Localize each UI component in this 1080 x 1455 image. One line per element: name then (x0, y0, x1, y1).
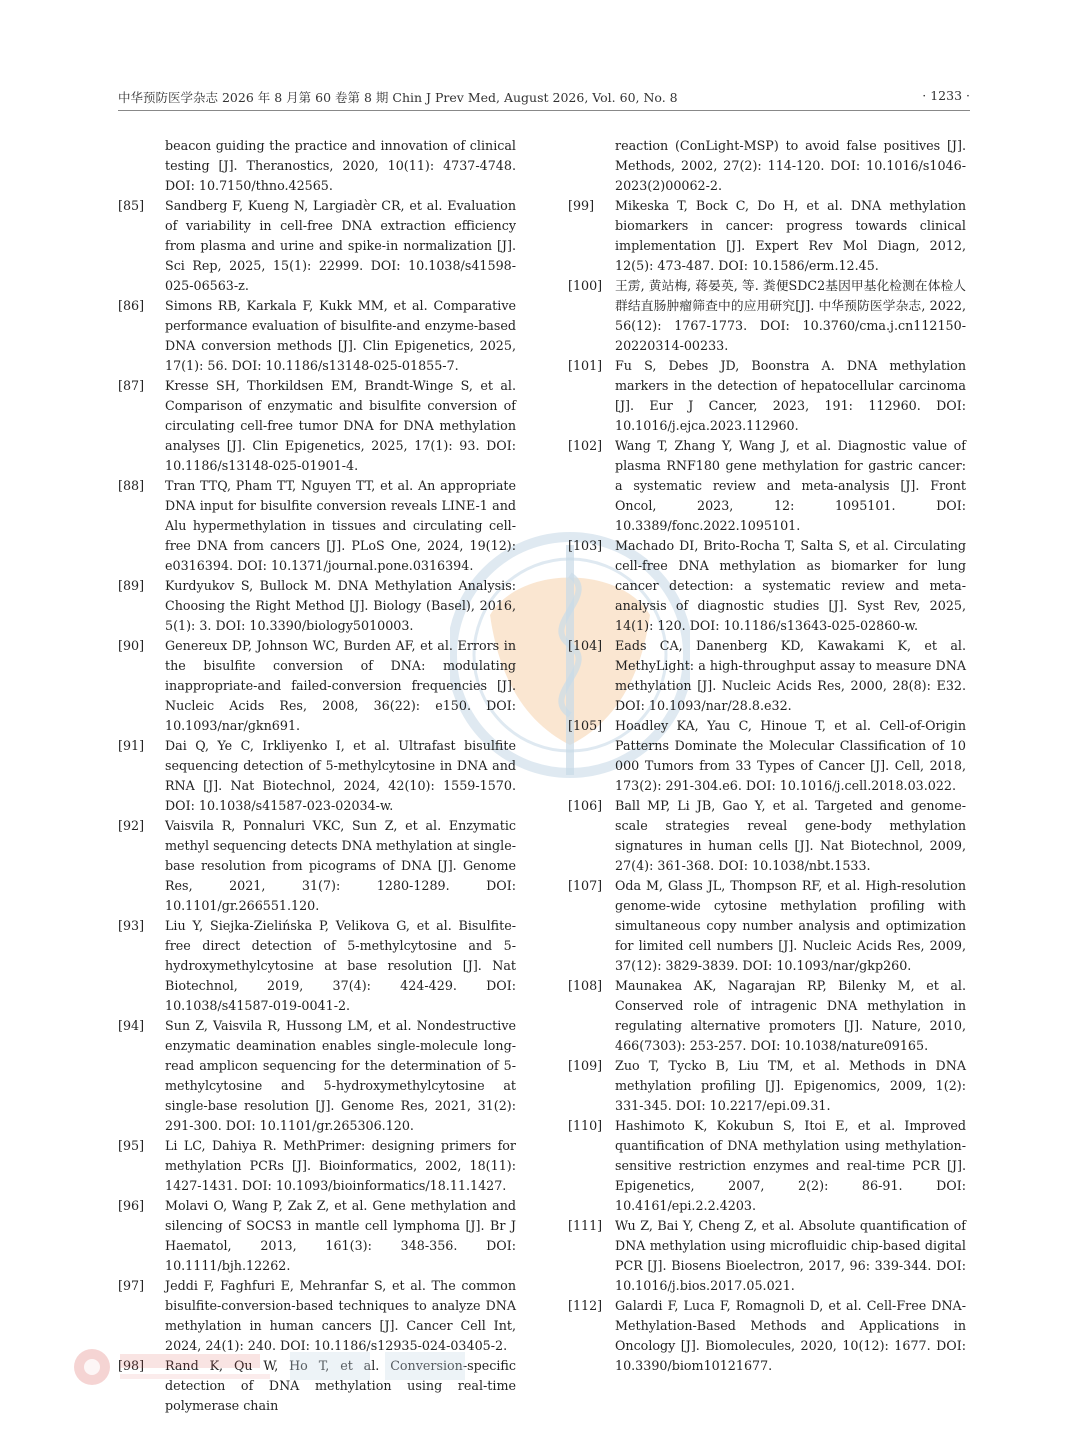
reference-text: Genereux DP, Johnson WC, Burden AF, et al. Errors in the bisulfite conversion of DNA: modulating inappropriate-and failed-conversion frequencies [J]. Nucleic Acids Res, 2008, 36(22): e150. DOI: 10.1093/nar/gkn691. (165, 638, 516, 733)
reference-number: [111] (568, 1218, 603, 1233)
reference-item (118, 296, 516, 376)
reference-item (118, 1276, 516, 1356)
reference-text: Machado DI, Brito-Rocha T, Salta S, et al. Circulating cell-free DNA methylation as biomarker for lung cancer detection: a systematic review and meta-analysis of diagnostic studies [J]. Syst Rev, 2025, 14(1): 120. DOI: 10.1186/s13643-025-02860-w. (615, 538, 966, 633)
reference-text: Sandberg F, Kueng N, Largiadèr CR, et al. Evaluation of variability in cell-free DNA extraction efficiency from plasma and urine and spike-in normalization [J]. Sci Rep, 2025, 15(1): 22999. DOI: 10.1038/s41598-025-06563-z. (165, 198, 516, 293)
reference-text: Dai Q, Ye C, Irkliyenko I, et al. Ultrafast bisulfite sequencing detection of 5-methylcytosine in DNA and RNA [J]. Nat Biotechnol, 2024, 42(10): 1559-1570. DOI: 10.1038/s41587-023-02034-w. (165, 738, 516, 813)
reference-number: [106] (568, 798, 603, 813)
reference-number: [87] (118, 378, 145, 393)
reference-continuation: beacon guiding the practice and innovation of clinical testing [J]. Theranostics, 2020, 10(11): 4737-4748. DOI: 10.7150/thno.42565. (165, 138, 516, 193)
reference-item (118, 476, 516, 576)
reference-text: 王雳, 黄站梅, 蒋晏英, 等. 粪便SDC2基因甲基化检测在体检人群结直肠肿瘤筛查中的应用研究[J]. 中华预防医学杂志, 2022, 56(12): 1767-1773. DOI: 10.3760/cma.j.cn112150-20220314-00233. (615, 278, 966, 353)
reference-number: [112] (568, 1298, 603, 1313)
reference-number: [96] (118, 1198, 145, 1213)
reference-number: [91] (118, 738, 145, 753)
reference-text: Wu Z, Bai Y, Cheng Z, et al. Absolute quantification of DNA methylation using microfluidic chip-based digital PCR [J]. Biosens Bioelectron, 2017, 96: 339-344. DOI: 10.1016/j.bios.2017.05.021. (615, 1218, 966, 1293)
reference-number: [109] (568, 1058, 603, 1073)
reference-text: Liu Y, Siejka-Zielińska P, Velikova G, et al. Bisulfite-free direct detection of 5-methylcytosine and 5-hydroxymethylcytosine at base resolution [J]. Nat Biotechnol, 2019, 37(4): 424-429. DOI: 10.1038/s41587-019-0041-2. (165, 918, 516, 1013)
reference-number: [104] (568, 638, 603, 653)
header-rule (118, 110, 970, 111)
reference-number: [94] (118, 1018, 145, 1033)
reference-text: Li LC, Dahiya R. MethPrimer: designing primers for methylation PCRs [J]. Bioinformatics, 2002, 18(11): 1427-1431. DOI: 10.1093/bioinformatics/18.11.1427. (165, 1138, 516, 1193)
reference-number: [85] (118, 198, 145, 213)
reference-number: [86] (118, 298, 145, 313)
reference-item (568, 1216, 966, 1296)
reference-item (568, 976, 966, 1056)
reference-number: [110] (568, 1118, 603, 1133)
reference-item (118, 1196, 516, 1276)
reference-item (118, 196, 516, 296)
page-number: · 1233 · (922, 88, 970, 103)
reference-text: Hoadley KA, Yau C, Hinoue T, et al. Cell-of-Origin Patterns Dominate the Molecular Classification of 10 000 Tumors from 33 Types of Cancer [J]. Cell, 2018, 173(2): 291-304.e6. DOI: 10.1016/j.cell.2018.03.022. (615, 718, 966, 793)
reference-number: [89] (118, 578, 145, 593)
reference-text: Ball MP, Li JB, Gao Y, et al. Targeted and genome-scale strategies reveal gene-body methylation signatures in human cells [J]. Nat Biotechnol, 2009, 27(4): 361-368. DOI: 10.1038/nbt.1533. (615, 798, 966, 873)
reference-text: Hashimoto K, Kokubun S, Itoi E, et al. Improved quantification of DNA methylation using methylation-sensitive restriction enzymes and real-time PCR [J]. Epigenetics, 2007, 2(2): 86-91. DOI: 10.4161/epi.2.2.4203. (615, 1118, 966, 1213)
reference-continuation: reaction (ConLight-MSP) to avoid false positives [J]. Methods, 2002, 27(2): 114-120. DOI: 10.1016/s1046-2023(2)00062-2. (615, 138, 966, 193)
reference-text: Oda M, Glass JL, Thompson RF, et al. High-resolution genome-wide cytosine methylation profiling with simultaneous copy number analysis and optimization for limited cell numbers [J]. Nucleic Acids Res, 2009, 37(12): 3829-3839. DOI: 10.1093/nar/gkp260. (615, 878, 966, 973)
reference-item (568, 796, 966, 876)
reference-item (118, 376, 516, 476)
reference-item (118, 1356, 516, 1416)
reference-text: Fu S, Debes JD, Boonstra A. DNA methylation markers in the detection of hepatocellular carcinoma [J]. Eur J Cancer, 2023, 191: 112960. DOI: 10.1016/j.ejca.2023.112960. (615, 358, 966, 433)
reference-text: Kresse SH, Thorkildsen EM, Brandt-Winge S, et al. Comparison of enzymatic and bisulfite conversion of circulating cell-free tumor DNA for DNA methylation analyses [J]. Clin Epigenetics, 2025, 17(1): 93. DOI: 10.1186/s13148-025-01901-4. (165, 378, 516, 473)
reference-item (118, 1016, 516, 1136)
reference-item (118, 816, 516, 916)
reference-number: [105] (568, 718, 603, 733)
reference-text: Vaisvila R, Ponnaluri VKC, Sun Z, et al. Enzymatic methyl sequencing detects DNA methylation at single-base resolution from picograms of DNA [J]. Genome Res, 2021, 31(7): 1280-1289. DOI: 10.1101/gr.266551.120. (165, 818, 517, 913)
reference-number: [107] (568, 878, 603, 893)
reference-item (118, 576, 516, 636)
reference-number: [98] (118, 1358, 145, 1373)
reference-number: [99] (568, 198, 595, 213)
reference-number: [90] (118, 638, 145, 653)
reference-item (568, 1296, 966, 1376)
reference-item (118, 736, 516, 816)
reference-text: Molavi O, Wang P, Zak Z, et al. Gene methylation and silencing of SOCS3 in mantle cell lymphoma [J]. Br J Haematol, 2013, 161(3): 348-356. DOI: 10.1111/bjh.12262. (165, 1198, 516, 1273)
reference-number: [88] (118, 478, 145, 493)
reference-text: Galardi F, Luca F, Romagnoli D, et al. Cell-Free DNA-Methylation-Based Methods and Applications in Oncology [J]. Biomolecules, 2020, 10(12): 1677. DOI: 10.3390/biom10121677. (615, 1298, 966, 1373)
reference-text: Tran TTQ, Pham TT, Nguyen TT, et al. An appropriate DNA input for bisulfite conversion reveals LINE-1 and Alu hypermethylation in tissues and circulating cell-free DNA from cancers [J]. PLoS One, 2024, 19(12): e0316394. DOI: 10.1371/journal.pone.0316394. (165, 478, 516, 573)
reference-number: [97] (118, 1278, 145, 1293)
reference-item (568, 1116, 966, 1216)
running-header (118, 88, 970, 108)
reference-text: Mikeska T, Bock C, Do H, et al. DNA methylation biomarkers in cancer: progress towards clinical implementation [J]. Expert Rev Mol Diagn, 2012, 12(5): 473-487. DOI: 10.1586/erm.12.45. (615, 198, 966, 273)
reference-text: Jeddi F, Faghfuri E, Mehranfar S, et al. The common bisulfite-conversion-based techniques to analyze DNA methylation in human cancers [J]. Cancer Cell Int, 2024, 24(1): 240. DOI: 10.1186/s12935-024-03405-2. (165, 1278, 516, 1353)
reference-text: Kurdyukov S, Bullock M. DNA Methylation Analysis: Choosing the Right Method [J]. Biology (Basel), 2016, 5(1): 3. DOI: 10.3390/biology5010003. (165, 578, 516, 633)
journal-issue-line: 中华预防医学杂志 2026 年 8 月第 60 卷第 8 期 Chin J Prev Med, August 2026, Vol. 60, No. 8 (118, 90, 678, 105)
reference-number: [102] (568, 438, 603, 453)
reference-list-right (568, 196, 966, 1376)
reference-item (568, 356, 966, 436)
reference-number: [93] (118, 918, 145, 933)
reference-number: [92] (118, 818, 145, 833)
reference-item (118, 916, 516, 1016)
reference-item (118, 1136, 516, 1196)
left-reference-column (118, 136, 516, 1416)
reference-item (568, 436, 966, 536)
right-reference-column (568, 136, 966, 1376)
reference-list-left (118, 196, 516, 1416)
reference-item (568, 536, 966, 636)
reference-text: Sun Z, Vaisvila R, Hussong LM, et al. Nondestructive enzymatic deamination enables single-molecule long-read amplicon sequencing for the determination of 5-methylcytosine and 5-hydroxymethylcytosine at single-base resolution [J]. Genome Res, 2021, 31(2): 291-300. DOI: 10.1101/gr.265306.120. (165, 1018, 516, 1133)
reference-item (568, 1056, 966, 1116)
reference-item (568, 876, 966, 976)
reference-number: [108] (568, 978, 603, 993)
reference-item (568, 196, 966, 276)
reference-number: [101] (568, 358, 603, 373)
reference-text: Simons RB, Karkala F, Kukk MM, et al. Comparative performance evaluation of bisulfite-and enzyme-based DNA conversion methods [J]. Clin Epigenetics, 2025, 17(1): 56. DOI: 10.1186/s13148-025-01855-7. (165, 298, 516, 373)
reference-number: [103] (568, 538, 603, 553)
reference-text: Zuo T, Tycko B, Liu TM, et al. Methods in DNA methylation profiling [J]. Epigenomics, 2009, 1(2): 331-345. DOI: 10.2217/epi.09.31. (615, 1058, 966, 1113)
reference-text: Eads CA, Danenberg KD, Kawakami K, et al. MethyLight: a high-throughput assay to measure DNA methylation [J]. Nucleic Acids Res, 2000, 28(8): E32. DOI: 10.1093/nar/28.8.e32. (615, 638, 966, 713)
reference-item (568, 636, 966, 716)
reference-item (568, 276, 966, 356)
reference-text: Maunakea AK, Nagarajan RP, Bilenky M, et al. Conserved role of intragenic DNA methylation in regulating alternative promoters [J]. Nature, 2010, 466(7303): 253-257. DOI: 10.1038/nature09165. (615, 978, 966, 1053)
reference-number: [100] (568, 278, 603, 293)
reference-number: [95] (118, 1138, 145, 1153)
reference-item (118, 636, 516, 736)
reference-text: Rand K, Qu W, Ho T, et al. Conversion-specific detection of DNA methylation using real-time polymerase chain (165, 1358, 516, 1413)
reference-item (568, 716, 966, 796)
reference-text: Wang T, Zhang Y, Wang J, et al. Diagnostic value of plasma RNF180 gene methylation for gastric cancer: a systematic review and meta-analysis [J]. Front Oncol, 2023, 12: 1095101. DOI: 10.3389/fonc.2022.1095101. (615, 438, 966, 533)
